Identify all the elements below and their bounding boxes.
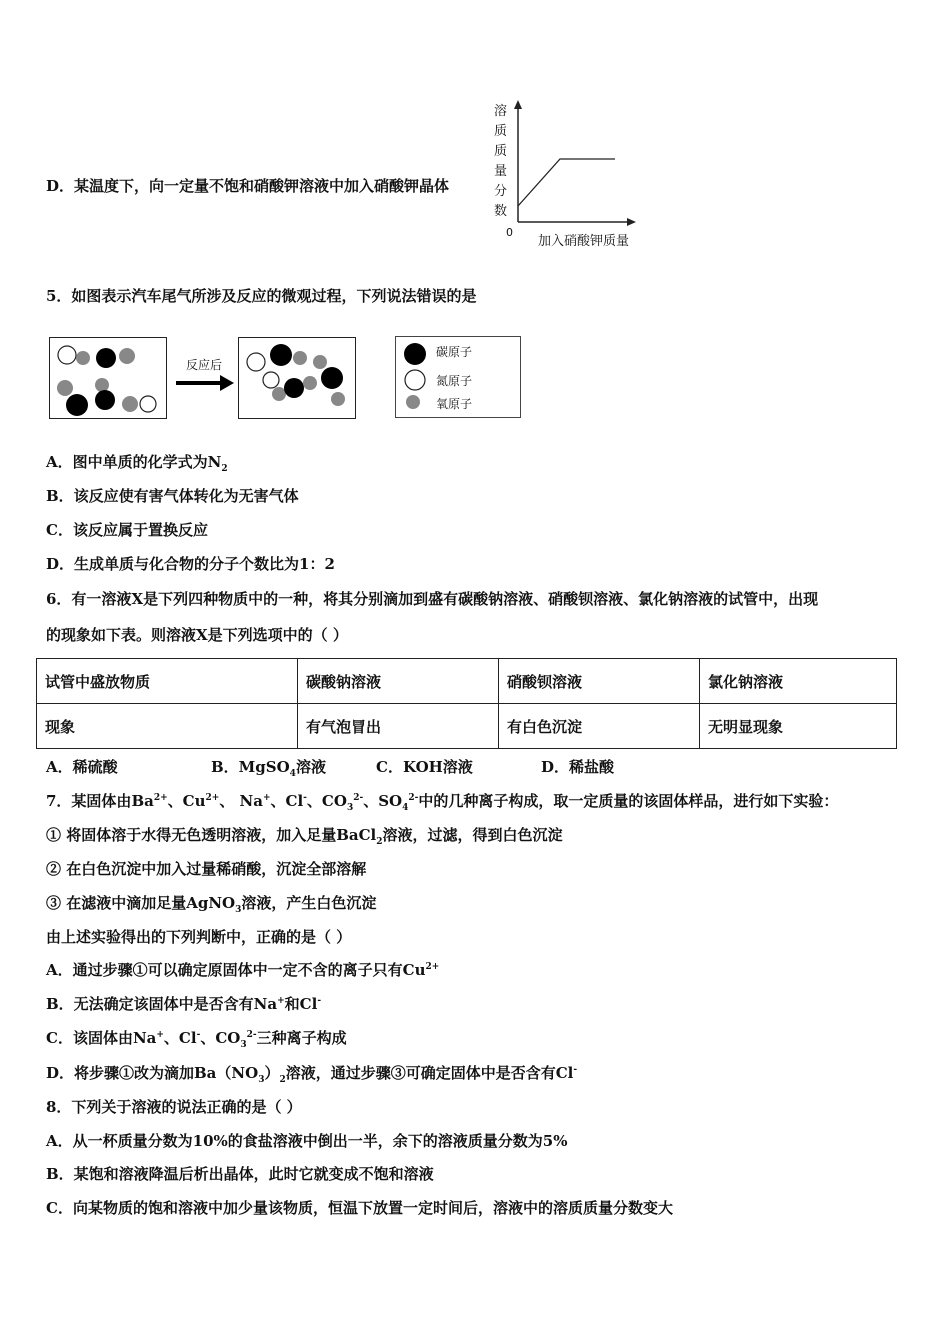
q5-legend: [395, 336, 521, 418]
q5-legend-carbon: 碳原子: [436, 345, 473, 359]
table-cell: 有白色沉淀: [499, 704, 700, 749]
table-row: [37, 704, 897, 749]
q7-option-c: C．该固体由Na+、Cl-、$CO_3^{2-}$三种离子构成: [46, 1029, 347, 1050]
q5-option-a-sub: 2: [221, 464, 228, 474]
table-cell: 试管中盛放物质: [37, 659, 298, 704]
q7-option-c-text: C．该固体由Na: [46, 1029, 157, 1047]
q5-after-box: [238, 337, 356, 419]
table-cell: 硝酸钡溶液: [499, 659, 700, 704]
q7-step-1-sub: 2: [376, 837, 383, 847]
q7-stem: 7．某固体由$Ba^{2+}$、$Cu^{2+}$、 Na+、Cl-、$CO_3^{2-}$、$SO_4^{2-}$中的几种离子构成，取一定质量的该固体样品，进行如下实验：: [46, 792, 839, 813]
table-cell: 有气泡冒出: [298, 704, 499, 749]
q7-step-3-post: 溶液，产生白色沉淀: [241, 894, 377, 912]
q7-step-2: ② 在白色沉淀中加入过量稀硝酸，沉淀全部溶解: [46, 860, 367, 878]
q5-legend-nitrogen: 氮原子: [436, 374, 473, 388]
q7-option-a-text: A．通过步骤①可以确定原固体中一定不含的离子只有Cu: [46, 961, 426, 979]
q6-table: [36, 658, 897, 749]
table-cell: 氯化钠溶液: [700, 659, 897, 704]
q7-option-d: D．将步骤①改为滴加$Ba(NO_3)_2$溶液，通过步骤③可确定固体中是否含有Cl-: [46, 1064, 578, 1085]
q6-option-a: A．稀硫酸: [46, 758, 118, 776]
q6-option-b-pre: B．MgSO: [211, 758, 290, 776]
q5-option-b: B．该反应使有害气体转化为无害气体: [46, 487, 299, 505]
q7-step-1-pre: ① 将固体溶于水得无色透明溶液，加入足量BaCl: [46, 826, 377, 844]
q7-option-d-text: D．将步骤①改为滴加Ba（NO: [46, 1064, 259, 1082]
q5-option-c: C．该反应属于置换反应: [46, 521, 208, 539]
q8-stem: 8．下列关于溶液的说法正确的是（ ）: [46, 1098, 302, 1116]
q6-option-d: D．稀盐酸: [541, 758, 615, 776]
q5-arrow-icon: [176, 356, 236, 396]
q6-options: [46, 757, 614, 777]
q7-option-d-post: 溶液，通过步骤③可确定固体中是否含有Cl: [285, 1064, 574, 1082]
table-row: [37, 659, 897, 704]
q5-arrow-label: 反应后: [186, 358, 223, 372]
q5-legend-oxygen: 氧原子: [436, 397, 473, 411]
q5-after-molecules: [239, 338, 355, 418]
q7-stem-post: 中的几种离子构成，取一定质量的该固体样品，进行如下实验：: [418, 792, 839, 810]
q6-stem-1: 6．有一溶液X是下列四种物质中的一种，将其分别滴加到盛有碳酸钠溶液、硝酸钡溶液、氯化钠溶液的试管中，出现: [46, 590, 819, 608]
q5-option-a: [46, 452, 228, 472]
q8-option-b: B．某饱和溶液降温后析出晶体，此时它就变成不饱和溶液: [46, 1165, 434, 1183]
q4-graph: [490, 96, 650, 256]
q5-option-a-text: A．图中单质的化学式为N: [46, 453, 222, 471]
q7-option-b: B．无法确定该固体中是否含有Na+和Cl-: [46, 995, 322, 1013]
q7-ask: 由上述实验得出的下列判断中，正确的是（ ）: [46, 928, 352, 946]
q4-option-d: D．某温度下，向一定量不饱和硝酸钾溶液中加入硝酸钾晶体: [46, 177, 450, 195]
q8-option-a: A．从一杯质量分数为10%的食盐溶液中倒出一半，余下的溶液质量分数为5%: [46, 1132, 568, 1150]
q7-step-3-pre: ③ 在滤液中滴加足量AgNO: [46, 894, 236, 912]
q7-step-1: [46, 825, 563, 845]
q6-stem-2: 的现象如下表。则溶液X是下列选项中的（ ）: [46, 626, 348, 644]
q4-graph-zero: 0: [506, 226, 513, 239]
q5-before-molecules: [50, 338, 166, 418]
q7-option-d-mid: ）: [264, 1064, 280, 1082]
q6-option-b-post: 溶液: [295, 758, 326, 776]
q7-option-b-text: B．无法确定该固体中是否含有Na: [46, 995, 278, 1013]
table-cell: 碳酸钠溶液: [298, 659, 499, 704]
table-cell: 现象: [37, 704, 298, 749]
q7-step-1-post: 溶液，过滤，得到白色沉淀: [382, 826, 563, 844]
q5-before-box: [49, 337, 167, 419]
q5-stem: 5．如图表示汽车尾气所涉及反应的微观过程，下列说法错误的是: [46, 287, 477, 305]
q6-option-c: C．KOH溶液: [376, 758, 473, 776]
q6-option-b-sub: 4: [289, 769, 296, 779]
q4-graph-xlabel: 加入硝酸钾质量: [538, 234, 630, 249]
q4-graph-x-arrow: [627, 218, 636, 226]
q7-option-a: A．通过步骤①可以确定原固体中一定不含的离子只有$Cu^{2+}$: [46, 961, 440, 979]
q7-step-3: [46, 893, 376, 913]
q4-graph-curve: [518, 159, 615, 206]
q4-graph-ylabel: 溶质质量分数: [494, 104, 508, 219]
q7-step-3-sub: 3: [235, 905, 242, 915]
q4-graph-y-arrow: [514, 100, 522, 109]
q8-option-c: C．向某物质的饱和溶液中加少量该物质，恒温下放置一定时间后，溶液中的溶质质量分数变大: [46, 1199, 673, 1217]
table-cell: 无明显现象: [700, 704, 897, 749]
q7-stem-pre: 7．某固体由Ba: [46, 792, 154, 810]
q6-option-b: [211, 757, 376, 777]
q5-option-d: D．生成单质与化合物的分子个数比为1：2: [46, 555, 335, 573]
q5-arrow: [176, 356, 232, 396]
